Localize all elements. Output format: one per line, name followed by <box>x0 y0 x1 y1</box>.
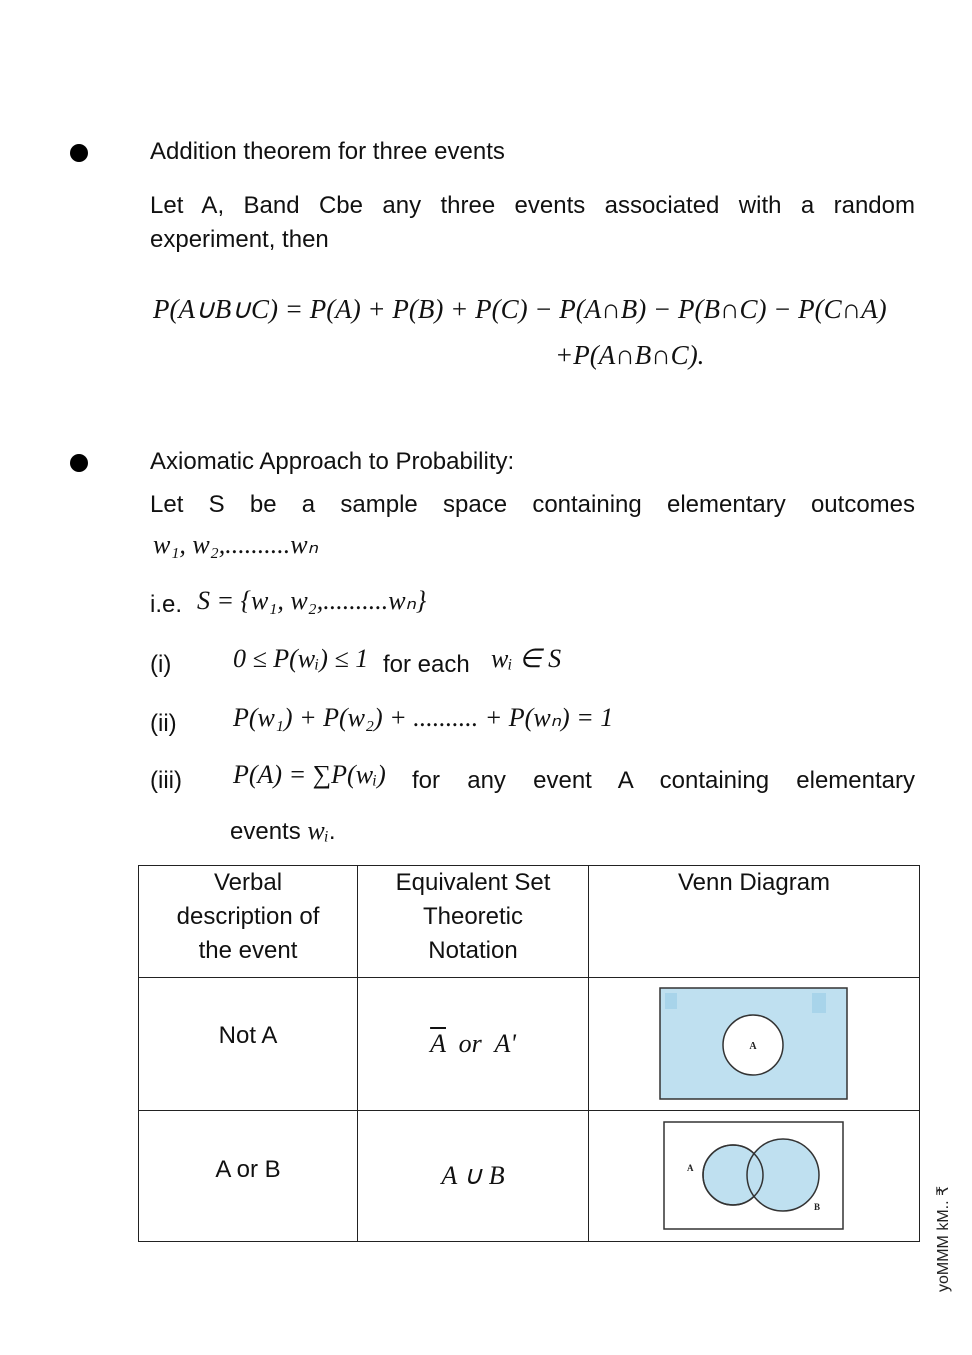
row1-venn <box>589 978 920 1111</box>
axiom-3-math: P(A) = ∑P(wᵢ) <box>233 760 386 789</box>
corner-mark-right <box>812 993 826 1013</box>
row2-verbal <box>139 1111 358 1242</box>
axiom-3-cont-end: . <box>328 818 336 845</box>
section2-intro-line1: Let S be a sample space containing elementary outcomes <box>150 491 915 518</box>
header-notation-line2: Theoretic <box>422 903 524 930</box>
axiom-1-label: (i) <box>150 651 172 678</box>
side-margin-label: yoMMM kM.. ₹ <box>935 1185 952 1292</box>
header-verbal-line3: the event <box>198 937 298 964</box>
events-table <box>138 865 920 1242</box>
sample-space-set: S = {w₁, w₂,..........wₙ} <box>197 586 427 615</box>
header-verbal-line2: description of <box>176 903 320 930</box>
header-notation-line3: Notation <box>428 937 518 964</box>
ie-label: i.e. <box>150 591 183 618</box>
header-verbal <box>139 866 358 978</box>
row1-notation-a: $\overline{A}$ <box>430 1028 446 1058</box>
axiom-1-text: for each <box>383 651 470 678</box>
bullet-1 <box>70 144 88 162</box>
formula-line2: +P(A∩B∩C). <box>555 340 705 370</box>
axiom-2-math: P(w₁) + P(w₂) + .......... + P(wₙ) = 1 <box>233 703 614 732</box>
axiom-3-cont-math: wᵢ <box>307 816 329 845</box>
header-verbal-line1: Verbal <box>213 869 283 896</box>
venn-a-or-b <box>663 1121 845 1231</box>
axiom-2-label: (ii) <box>150 710 177 737</box>
row1-notation <box>358 978 589 1111</box>
row2-notation: A ∪ B <box>441 1160 505 1190</box>
axiom-3-text: for any event A containing elementary <box>412 767 915 794</box>
section2-heading: Axiomatic Approach to Probability: <box>150 448 515 475</box>
row1-notation-b: A' <box>494 1028 516 1058</box>
venn1-label-a: A <box>749 1040 757 1052</box>
side-margin-text <box>928 1110 958 1295</box>
venn2-label-a: A <box>687 1163 694 1173</box>
outcomes-list: w₁, w₂,..........wₙ <box>153 530 318 559</box>
section1-heading: Addition theorem for three events <box>150 138 505 165</box>
row1-verbal-text: Not A <box>218 1022 278 1049</box>
row1-verbal <box>139 978 358 1111</box>
formula-line1: P(A∪B∪C) = P(A) + P(B) + P(C) − P(A∩B) − P(B∩C) − P(C∩A) <box>153 294 887 324</box>
header-notation-line1: Equivalent Set <box>395 869 551 896</box>
header-venn <box>589 866 920 978</box>
table-row <box>139 978 920 1111</box>
set-b-circle <box>747 1139 819 1211</box>
row2-venn <box>589 1111 920 1242</box>
axiom-3-cont-text: events <box>230 818 301 845</box>
axiom-1-math2: wᵢ ∈ S <box>491 644 562 673</box>
corner-mark-left <box>665 993 677 1009</box>
axiom-3-label: (iii) <box>150 767 182 794</box>
row2-notation <box>358 1111 589 1242</box>
header-venn-line1: Venn Diagram <box>677 869 831 896</box>
venn2-label-b: B <box>814 1202 821 1212</box>
row2-verbal-text: A or B <box>215 1156 281 1183</box>
section1-intro-line2: experiment, then <box>150 226 329 253</box>
axiom-3-cont <box>230 814 336 849</box>
axiom-1-math: 0 ≤ P(wᵢ) ≤ 1 <box>233 644 369 673</box>
row1-notation-or: or <box>458 1028 482 1058</box>
section1-intro-line1: Let A, Band Cbe any three events associated with a random <box>150 192 915 219</box>
table-row <box>139 1111 920 1242</box>
header-notation <box>358 866 589 978</box>
bullet-2 <box>70 454 88 472</box>
venn-not-a <box>659 987 849 1102</box>
table-header-row <box>139 866 920 978</box>
